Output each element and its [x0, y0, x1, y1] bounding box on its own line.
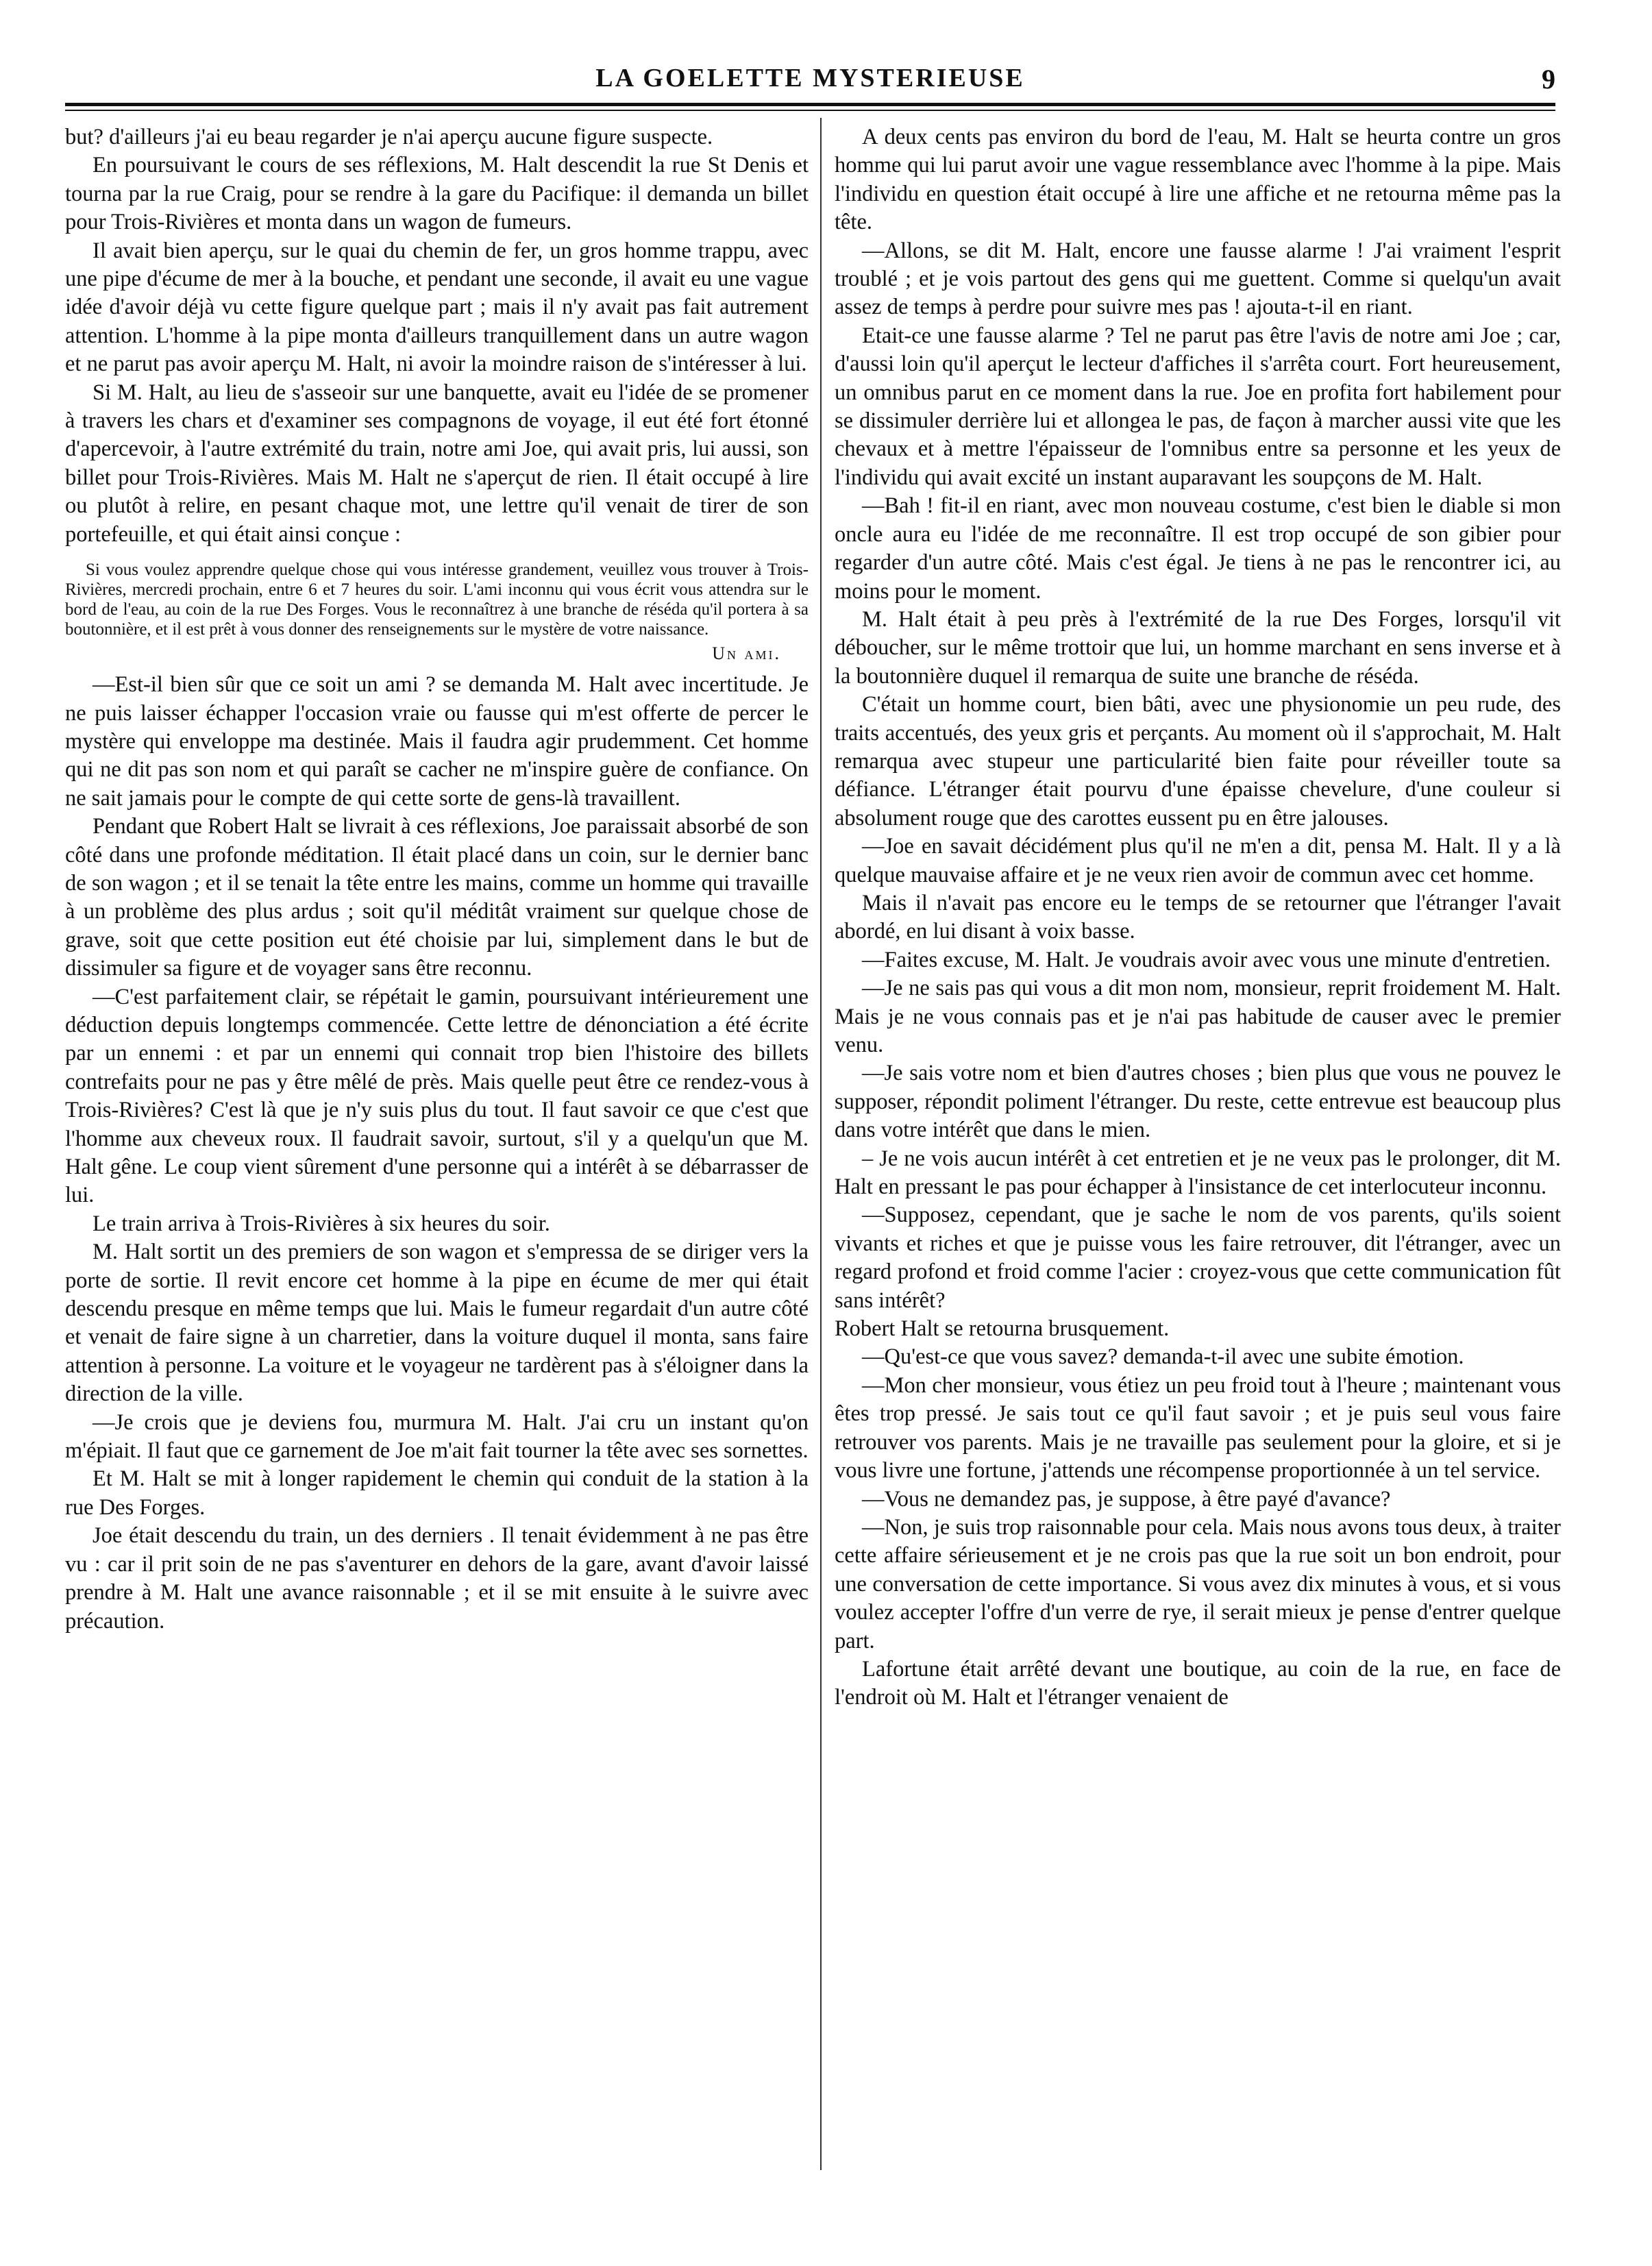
paragraph: —Non, je suis trop raisonnable pour cela. Mais nous avons tous deux, à traiter cette affaire sérieusement et je ne crois pas que la rue soit un bon endroit, pour une conversation de cette importance. Si vous avez dix minutes à vous, et si vous voulez accepter l'offre d'un verre de rye, il serait mieux je pense d'entrer quelque part.	[835, 1514, 1561, 1653]
page-number: 9	[1542, 64, 1555, 95]
paragraph: Lafortune était arrêté devant une boutique, au coin de la rue, en face de l'endroit où M. Halt et l'étranger venaient de	[835, 1656, 1561, 1710]
left-column	[65, 123, 809, 1636]
paragraph: A deux cents pas environ du bord de l'eau, M. Halt se heurta contre un gros homme qui lui parut avoir une vague ressemblance avec l'homme à la pipe. Mais l'individu en question était occupé à lire une affiche et ne retourna même pas la tête.	[835, 125, 1561, 235]
paragraph: —Qu'est-ce que vous savez? demanda-t-il avec une subite émotion.	[862, 1344, 1464, 1370]
paragraph: —Joe en savait décidément plus qu'il ne m'en a dit, pensa M. Halt. Il y a là quelque mauvaise affaire et je ne veux rien avoir de commun avec cet homme.	[835, 834, 1561, 887]
paragraph: Robert Halt se retourna brusquement.	[835, 1316, 1170, 1342]
paragraph: —Je sais votre nom et bien d'autres choses ; bien plus que vous ne pouvez le supposer, répondit poliment l'étranger. Du reste, cette entrevue est beaucoup plus dans votre intérêt que dans le mien.	[835, 1061, 1561, 1143]
paragraph: —C'est parfaitement clair, se répétait le gamin, poursuivant intérieurement une déduction depuis longtemps commencée. Cette lettre de dénonciation a été écrite par un ennemi : et par un ennemi qui connait trop bien l'histoire des billets contrefaits pour ne pas y être mêlé de près. Mais quelle peut être ce rendez-vous à Trois-Rivières? C'est là que je n'y suis plus du tout. Il faut savoir ce que c'est que l'homme aux cheveux roux. Il faudrait savoir, surtout, s'il y a quelqu'un que M. Halt gêne. Le coup vient sûrement d'une personne qui a intérêt à se débarrasser de lui.	[65, 984, 809, 1208]
header-rule-thick	[65, 103, 1555, 106]
paragraph: Mais il n'avait pas encore eu le temps de se retourner que l'étranger l'avait abordé, en lui disant à voix basse.	[835, 890, 1561, 944]
right-column	[835, 123, 1561, 1712]
paragraph: —Je crois que je deviens fou, murmura M. Halt. J'ai cru un instant qu'on m'épiait. Il faut que ce garnement de Joe m'ait fait tourner la tête avec ses sornettes.	[65, 1409, 809, 1464]
paragraph: – Je ne vois aucun intérêt à cet entretien et je ne veux pas le prolonger, dit M. Halt en pressant le pas pour échapper à l'insistance de cet interlocuteur inconnu.	[835, 1146, 1561, 1200]
paragraph: —Faites excuse, M. Halt. Je voudrais avoir avec vous une minute d'entretien.	[862, 947, 1551, 972]
paragraph: —Supposez, cependant, que je sache le nom de vos parents, qu'ils soient vivants et riches et que je puisse vous les faire retrouver, dit l'étranger, avec un regard profond et froid comme l'acier : croyez-vous que cette communication fût sans intérêt?	[835, 1203, 1561, 1313]
paragraph: —Est-il bien sûr que ce soit un ami ? se demanda M. Halt avec incertitude. Je ne puis laisser échapper l'occasion vraie ou fausse qui m'est offerte de percer le mystère qui enveloppe ma destinée. Mais il faudra agir prudemment. Cet homme qui ne dit pas son nom et qui paraît se cacher ne m'inspire guère de confiance. On ne sait jamais pour le compte de qui cette sorte de gens-là travaillent.	[65, 672, 809, 811]
paragraph: Joe était descendu du train, un des derniers . Il tenait évidemment à ne pas être vu : car il prit soin de ne pas s'aventurer en dehors de la gare, avant d'avoir laissé prendre à M. Halt une avance raisonnable ; et il se mit ensuite à le suivre avec précaution.	[65, 1523, 809, 1634]
paragraph: —Bah ! fit-il en riant, avec mon nouveau costume, c'est bien le diable si mon oncle aura eu l'idée de me reconnaître. Il est trop occupé de son gibier pour regarder d'un autre côté. Mais c'est égal. Je tiens à ne pas le rencontrer ici, au moins pour le moment.	[835, 493, 1561, 604]
paragraph: En poursuivant le cours de ses réflexions, M. Halt descendit la rue St Denis et tourna par la rue Craig, pour se rendre à la gare du Pacifique: il demanda un billet pour Trois-Rivières et monta dans un wagon de fumeurs.	[65, 153, 809, 235]
running-title: LA GOELETTE MYSTERIEUSE	[595, 64, 1025, 93]
paragraph: —Mon cher monsieur, vous étiez un peu froid tout à l'heure ; maintenant vous êtes trop pressé. Je sais tout ce qu'il faut savoir ; et je puis seul vous faire retrouver vos parents. Mais je ne travaille pas seulement pour la gloire, et si je vous livre une fortune, j'attends une récompense proportionnée à un tel service.	[835, 1372, 1561, 1483]
paragraph: Etait-ce une fausse alarme ? Tel ne parut pas être l'avis de notre ami Joe ; car, d'aussi loin qu'il aperçut le lecteur d'affiches il s'arrêta court. Fort heureusement, un omnibus parut en ce moment dans la rue. Joe en profita fort habilement pour se dissimuler derrière lui et allongea le pas, de façon à marcher aussi vite que les chevaux et à mettre l'épaisseur de l'omnibus entre sa personne et les yeux de l'individu qui avait excité un instant auparavant les soupçons de M. Halt.	[835, 323, 1561, 490]
paragraph: Le train arriva à Trois-Rivières à six heures du soir.	[93, 1211, 550, 1236]
paragraph: C'était un homme court, bien bâti, avec une physionomie un peu rude, des traits accentués, des yeux gris et perçants. Au moment où il s'approchait, M. Halt remarqua avec stupeur une particularité bien faite pour réveiller toute sa défiance. L'étranger était pourvu d'une épaisse chevelure, d'une couleur si absolument rouge que des carottes eussent pu en être jalouses.	[835, 692, 1561, 830]
paragraph: Et M. Halt se mit à longer rapidement le chemin qui conduit de la station à la rue Des Forges.	[65, 1466, 809, 1520]
column-divider	[820, 118, 822, 2170]
running-header	[65, 63, 1555, 99]
paragraph: M. Halt sortit un des premiers de son wagon et s'empressa de se diriger vers la porte de sortie. Il revit encore cet homme à la pipe en écume de mer qui était descendu presque en même temps que lui. Mais le fumeur regardait d'un autre côté et venait de faire signe à un charretier, dans la voiture duquel il monta, sans faire attention à personne. La voiture et le voyageur ne tardèrent pas à s'éloigner dans la direction de la ville.	[65, 1240, 809, 1407]
paragraph: —Allons, se dit M. Halt, encore une fausse alarme ! J'ai vraiment l'esprit troublé ; et je vois partout des gens qui me guettent. Comme si quelqu'un avait assez de temps à perdre pour suivre mes pas ! ajouta-t-il en riant.	[835, 238, 1561, 320]
paragraph: —Je ne sais pas qui vous a dit mon nom, monsieur, reprit froidement M. Halt. Mais je ne vous connais pas et je n'ai pas habitude de causer avec le premier venu.	[835, 976, 1561, 1057]
letter-signature: Un ami.	[712, 643, 781, 664]
header-rule-thin	[65, 110, 1555, 111]
paragraph: —Vous ne demandez pas, je suppose, à être payé d'avance?	[862, 1486, 1391, 1512]
paragraph: Il avait bien aperçu, sur le quai du chemin de fer, un gros homme trappu, avec une pipe d'écume de mer à la bouche, et pendant une seconde, il avait eu une vague idée d'avoir déjà vu cette figure quelque part ; mais il n'y avait pas fait autrement attention. L'homme à la pipe monta d'ailleurs tranquillement dans un autre wagon et ne parut pas avoir aperçu M. Halt, ni avoir la moindre raison de s'intéresser à lui.	[65, 238, 809, 377]
paragraph: but? d'ailleurs j'ai eu beau regarder je n'ai aperçu aucune figure suspecte.	[65, 125, 713, 149]
paragraph: M. Halt était à peu près à l'extrémité de la rue Des Forges, lorsqu'il vit déboucher, sur le même trottoir que lui, un homme marchant en sens inverse et à la boutonnière duquel il remarqua de suite une branche de réséda.	[835, 606, 1561, 689]
quoted-letter: Si vous voulez apprendre quelque chose qui vous intéresse grandement, veuillez vous trouver à Trois-Rivières, mercredi prochain, entre 6 et 7 heures du soir. L'ami inconnu qui vous écrit vous attendra sur le bord de l'eau, au coin de la rue Des Forges. Vous le reconnaîtrez à une branche de réséda qu'il portera à sa boutonnière, et il est prêt à vous donner des renseignements sur le mystère de votre naissance.	[65, 561, 809, 639]
paragraph: Pendant que Robert Halt se livrait à ces réflexions, Joe paraissait absorbé de son côté dans une profonde méditation. Il était placé dans un coin, sur le dernier banc de son wagon ; et il se tenait la tête entre les mains, comme un homme qui travaille à un problème des plus ardus ; soit qu'il méditât vraiment sur quelque chose de grave, soit que cette position eut été choisie par lui, simplement dans le but de dissimuler sa figure et de voyager sans être reconnu.	[65, 814, 809, 981]
paragraph: Si M. Halt, au lieu de s'asseoir sur une banquette, avait eu l'idée de se promener à travers les chars et d'examiner ses compagnons de voyage, il eut été fort étonné d'apercevoir, à l'autre extrémité du train, notre ami Joe, qui avait pris, lui aussi, son billet pour Trois-Rivières. Mais M. Halt ne s'aperçut de rien. Il était occupé à lire ou plutôt à relire, en pesant chaque mot, une lettre qu'il venait de tirer de son portefeuille, et qui était ainsi conçue :	[65, 380, 809, 547]
